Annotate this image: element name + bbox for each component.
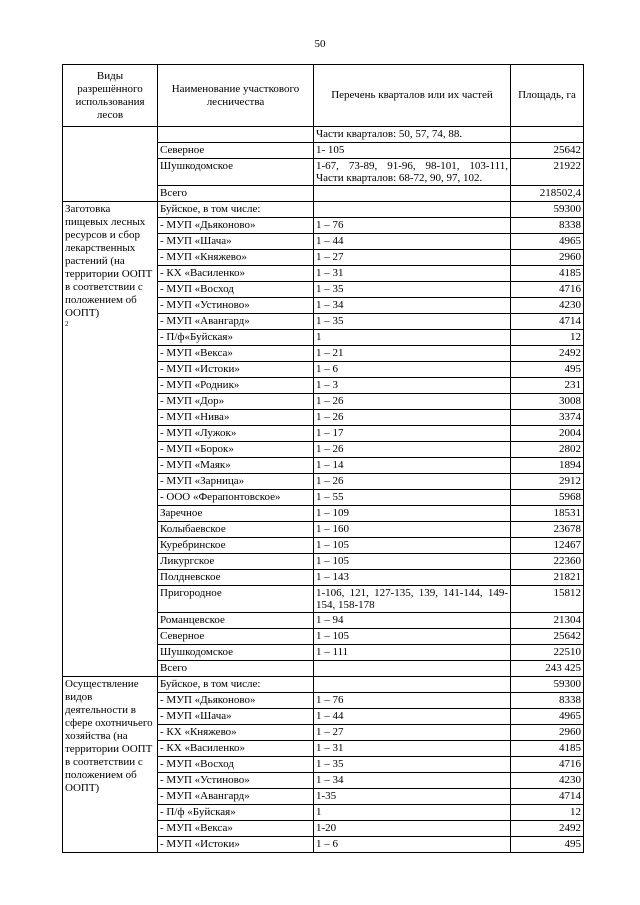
table-body: [63, 127, 584, 853]
quarters-cell: 1 – 26: [314, 410, 511, 426]
forestry-cell: - П/ф«Буйская»: [158, 330, 314, 346]
quarters-cell: 1- 105: [314, 143, 511, 159]
forestry-cell: - ООО «Ферапонтовское»: [158, 490, 314, 506]
quarters-cell: 1 – 6: [314, 362, 511, 378]
area-cell: 4185: [511, 741, 584, 757]
area-cell: 25642: [511, 143, 584, 159]
quarters-cell: 1 – 14: [314, 458, 511, 474]
quarters-cell: [314, 186, 511, 202]
table-row: [63, 202, 584, 218]
area-cell: 4230: [511, 773, 584, 789]
area-cell: 8338: [511, 693, 584, 709]
forestry-cell: Романцевское: [158, 613, 314, 629]
area-cell: 4230: [511, 298, 584, 314]
header-quarters: Перечень кварталов или их частей: [314, 65, 511, 127]
forestry-cell: Колыбаевское: [158, 522, 314, 538]
page-number: 50: [314, 38, 326, 50]
area-cell: 12: [511, 330, 584, 346]
forestry-cell: - КХ «Василенко»: [158, 741, 314, 757]
forestry-cell: Ликургское: [158, 554, 314, 570]
use-category-text: Осуществление видов деятельности в сфере охотничьего хозяйства (на территории ООПТ в соответствии с положением об ООПТ): [65, 678, 153, 794]
forestry-cell: Шушкодомское: [158, 159, 314, 186]
quarters-cell: 1: [314, 805, 511, 821]
forestry-cell: Северное: [158, 143, 314, 159]
quarters-cell: 1-20: [314, 821, 511, 837]
table-row: [63, 677, 584, 693]
forestry-cell: - МУП «Устиново»: [158, 298, 314, 314]
area-cell: 5968: [511, 490, 584, 506]
area-cell: 23678: [511, 522, 584, 538]
quarters-cell: 1 – 55: [314, 490, 511, 506]
area-cell: 218502,4: [511, 186, 584, 202]
quarters-cell: 1 – 34: [314, 773, 511, 789]
area-cell: 243 425: [511, 661, 584, 677]
quarters-cell: 1 – 27: [314, 725, 511, 741]
forestry-cell: Шушкодомское: [158, 645, 314, 661]
forestry-cell: - МУП «Шача»: [158, 234, 314, 250]
area-cell: 8338: [511, 218, 584, 234]
forestry-cell: Всего: [158, 186, 314, 202]
area-cell: [511, 127, 584, 143]
quarters-cell: 1-67, 73-89, 91-96, 98-101, 103-111, Части кварталов: 68-72, 90, 97, 102.: [314, 159, 511, 186]
forestry-cell: - МУП «Лужок»: [158, 426, 314, 442]
quarters-cell: 1 – 26: [314, 394, 511, 410]
quarters-cell: 1 – 44: [314, 709, 511, 725]
area-cell: 12467: [511, 538, 584, 554]
forestry-cell: - МУП «Векса»: [158, 821, 314, 837]
quarters-cell: 1-106, 121, 127-135, 139, 141-144, 149-154, 158-178: [314, 586, 511, 613]
area-cell: 2802: [511, 442, 584, 458]
area-cell: 4714: [511, 789, 584, 805]
quarters-cell: 1-35: [314, 789, 511, 805]
quarters-cell: 1 – 34: [314, 298, 511, 314]
quarters-cell: 1 – 105: [314, 554, 511, 570]
quarters-cell: 1 – 6: [314, 837, 511, 853]
forestry-cell: Полдневское: [158, 570, 314, 586]
area-cell: 4965: [511, 234, 584, 250]
forestry-cell: - МУП «Авангард»: [158, 789, 314, 805]
table-row: [63, 127, 584, 143]
forestry-cell: Всего: [158, 661, 314, 677]
forestry-cell: Куребринское: [158, 538, 314, 554]
area-cell: 15812: [511, 586, 584, 613]
quarters-cell: 1 – 27: [314, 250, 511, 266]
area-cell: 12: [511, 805, 584, 821]
forestry-cell: Буйское, в том числе:: [158, 677, 314, 693]
quarters-cell: 1 – 143: [314, 570, 511, 586]
forestry-cell: - МУП «Зарница»: [158, 474, 314, 490]
quarters-cell: 1 – 105: [314, 538, 511, 554]
quarters-cell: 1 – 31: [314, 266, 511, 282]
header-forestry: Наименование участкового лесничества: [158, 65, 314, 127]
forestry-cell: - МУП «Истоки»: [158, 362, 314, 378]
forestry-cell: - МУП «Устиново»: [158, 773, 314, 789]
forestry-cell: - МУП «Нива»: [158, 410, 314, 426]
forestry-cell: Заречное: [158, 506, 314, 522]
area-cell: 4185: [511, 266, 584, 282]
header-area: Площадь, га: [511, 65, 584, 127]
quarters-cell: [314, 202, 511, 218]
area-cell: 2960: [511, 725, 584, 741]
quarters-cell: 1 – 76: [314, 693, 511, 709]
quarters-cell: 1 – 26: [314, 474, 511, 490]
area-cell: 2912: [511, 474, 584, 490]
quarters-cell: 1 – 105: [314, 629, 511, 645]
quarters-cell: 1 – 26: [314, 442, 511, 458]
forestry-cell: - МУП «Шача»: [158, 709, 314, 725]
area-cell: 2492: [511, 821, 584, 837]
quarters-cell: 1 – 17: [314, 426, 511, 442]
area-cell: 4716: [511, 757, 584, 773]
quarters-cell: 1 – 35: [314, 282, 511, 298]
quarters-cell: 1 – 160: [314, 522, 511, 538]
area-cell: 21922: [511, 159, 584, 186]
forestry-cell: - МУП «Истоки»: [158, 837, 314, 853]
forestry-cell: - МУП «Восход: [158, 282, 314, 298]
use-category-text: Заготовка пищевых лесных ресурсов и сбор лекарственных растений (на территории ООПТ в соответствии с положением об ООПТ): [65, 203, 153, 319]
area-cell: 2492: [511, 346, 584, 362]
forestry-cell: - П/ф «Буйская»: [158, 805, 314, 821]
area-cell: 59300: [511, 202, 584, 218]
footnote-marker: 2: [65, 320, 69, 328]
quarters-cell: 1 – 111: [314, 645, 511, 661]
forestry-cell: - КХ «Василенко»: [158, 266, 314, 282]
area-cell: 18531: [511, 506, 584, 522]
area-cell: 4716: [511, 282, 584, 298]
area-cell: 22360: [511, 554, 584, 570]
use-category-cell: [63, 202, 158, 677]
area-cell: 59300: [511, 677, 584, 693]
header-kind: Виды разрешённого использования лесов: [63, 65, 158, 127]
quarters-cell: 1 – 44: [314, 234, 511, 250]
area-cell: 231: [511, 378, 584, 394]
quarters-cell: 1 – 35: [314, 314, 511, 330]
forestry-cell: - МУП «Дор»: [158, 394, 314, 410]
quarters-cell: Части кварталов: 50, 57, 74, 88.: [314, 127, 511, 143]
use-category-cell: [63, 127, 158, 202]
quarters-cell: 1 – 21: [314, 346, 511, 362]
quarters-cell: 1 – 35: [314, 757, 511, 773]
forestry-cell: Пригородное: [158, 586, 314, 613]
area-cell: 3374: [511, 410, 584, 426]
forestry-cell: Северное: [158, 629, 314, 645]
forestry-cell: - МУП «Маяк»: [158, 458, 314, 474]
forestry-cell: - КХ «Княжево»: [158, 725, 314, 741]
area-cell: 2004: [511, 426, 584, 442]
area-cell: 25642: [511, 629, 584, 645]
area-cell: 4714: [511, 314, 584, 330]
area-cell: 4965: [511, 709, 584, 725]
table-header-row: [63, 65, 584, 127]
use-category-cell: [63, 677, 158, 853]
quarters-cell: 1 – 109: [314, 506, 511, 522]
quarters-cell: 1 – 3: [314, 378, 511, 394]
area-cell: 495: [511, 362, 584, 378]
forestry-cell: - МУП «Дьяконово»: [158, 218, 314, 234]
quarters-cell: [314, 661, 511, 677]
quarters-cell: [314, 677, 511, 693]
area-cell: 22510: [511, 645, 584, 661]
area-cell: 1894: [511, 458, 584, 474]
forestry-cell: - МУП «Векса»: [158, 346, 314, 362]
quarters-cell: 1 – 76: [314, 218, 511, 234]
forestry-cell: - МУП «Авангард»: [158, 314, 314, 330]
forest-use-table: [62, 64, 584, 853]
forestry-cell: - МУП «Дьяконово»: [158, 693, 314, 709]
area-cell: 21304: [511, 613, 584, 629]
quarters-cell: 1 – 31: [314, 741, 511, 757]
forestry-cell: [158, 127, 314, 143]
forestry-cell: - МУП «Борок»: [158, 442, 314, 458]
forestry-cell: Буйское, в том числе:: [158, 202, 314, 218]
forestry-cell: - МУП «Восход: [158, 757, 314, 773]
area-cell: 495: [511, 837, 584, 853]
quarters-cell: 1 – 94: [314, 613, 511, 629]
forestry-cell: - МУП «Родник»: [158, 378, 314, 394]
forestry-cell: - МУП «Княжево»: [158, 250, 314, 266]
area-cell: 2960: [511, 250, 584, 266]
quarters-cell: 1: [314, 330, 511, 346]
area-cell: 3008: [511, 394, 584, 410]
area-cell: 21821: [511, 570, 584, 586]
